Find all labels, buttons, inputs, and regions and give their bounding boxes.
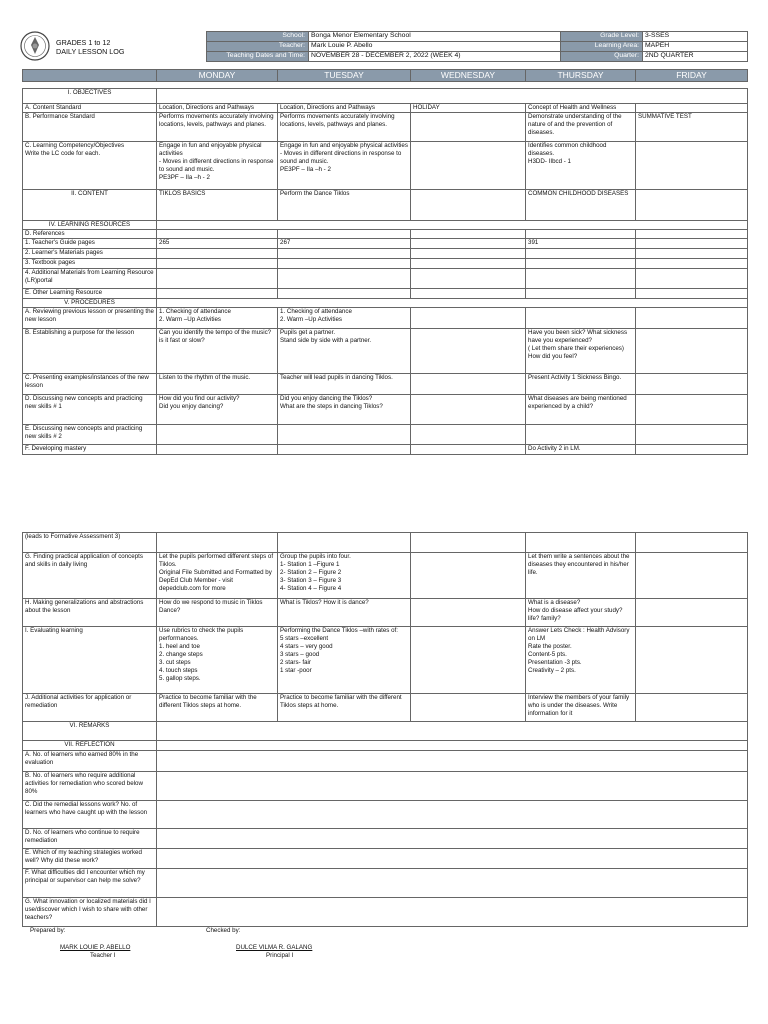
day-cell [411,445,526,455]
day-cell [411,694,526,722]
day-cell [526,533,636,553]
day-thursday: THURSDAY [526,70,636,82]
day-cell: TIKLOS BASICS [157,190,278,221]
prepared-by-name: MARK LOUIE P. ABELLO [60,944,131,951]
table-row [23,89,748,104]
day-cell [636,599,748,627]
day-cell [411,425,526,445]
row-label: A. No. of learners who earned 80% in the evaluation [23,751,157,772]
day-cell: Pupils get a partner. Stand side by side with a partner. [278,329,411,374]
day-cell [157,259,278,269]
row-label: IV. LEARNING RESOURCES [23,221,157,230]
table-row [23,269,748,289]
table-row [23,374,748,395]
day-wednesday: WEDNESDAY [411,70,526,82]
table-row [23,445,748,455]
table-row [23,142,748,190]
table-row [23,627,748,694]
table-row [23,741,748,751]
row-label: I. OBJECTIVES [23,89,157,104]
section-span-cell [157,722,748,741]
day-cell [636,445,748,455]
day-cell [278,425,411,445]
day-cell: Use rubrics to check the pupils performances. 1. heel and toe 2. change steps 3. cut steps 4. touch steps 5. gallop steps. [157,627,278,694]
day-cell: Practice to become familiar with the different Tiklos steps at home. [157,694,278,722]
day-cell [278,230,411,239]
header-row [207,52,748,62]
day-cell [526,425,636,445]
day-cell [157,269,278,289]
days-header-blank [23,70,157,82]
prepared-by-title: Teacher I [90,952,116,959]
day-cell [411,374,526,395]
table-row [23,829,748,849]
day-cell [636,395,748,425]
day-cell: Listen to the rhythm of the music. [157,374,278,395]
day-cell: Identifies common childhood diseases. H3DD- IIbcd - 1 [526,142,636,190]
day-cell: Perform the Dance Tiklos [278,190,411,221]
row-label: 1. Teacher's Guide pages [23,239,157,249]
day-cell [411,533,526,553]
header-label: Teacher: [207,42,309,52]
day-cell: Let them write a sentences about the diseases they encountered in his/her life. [526,553,636,599]
day-cell: SUMMATIVE TEST [636,113,748,142]
day-cell [411,289,526,299]
row-label: D. Discussing new concepts and practicing new skills # 1 [23,395,157,425]
reflection-cell [157,898,748,927]
deped-seal-logo [20,31,50,61]
day-cell [157,425,278,445]
day-cell [411,142,526,190]
prepared-by-label: Prepared by: [30,927,66,934]
row-label: E. Which of my teaching strategies worked well? Why did these work? [23,849,157,869]
header-label: Teaching Dates and Time: [207,52,309,62]
table-row [23,308,748,329]
day-cell [278,289,411,299]
day-cell: HOLIDAY [411,104,526,113]
day-cell: Answer Lets Check : Health Advisory on LM Rate the poster. Content-5 pts. Presentation -3 pts. Creativity – 2 pts. [526,627,636,694]
row-label: 4. Additional Materials from Learning Resource (LR)portal [23,269,157,289]
day-cell: 391 [526,239,636,249]
day-cell: Engage in fun and enjoyable physical activities - Moves in different directions in response to sound and music. PE3PF – IIa –h - 2 [278,142,411,190]
day-cell [526,259,636,269]
row-label: B. Performance Standard [23,113,157,142]
day-cell [526,269,636,289]
day-cell [411,259,526,269]
row-label: E. Other Learning Resource [23,289,157,299]
row-label: D. No. of learners who continue to require remediation [23,829,157,849]
table-row [23,289,748,299]
day-cell [636,269,748,289]
table-row [23,898,748,927]
table-row [23,869,748,898]
day-cell: Have you been sick? What sickness have you experienced? ( Let them share their experiences) How did you feel? [526,329,636,374]
day-cell: Concept of Health and Wellness [526,104,636,113]
day-friday: FRIDAY [636,70,748,82]
table-row [23,259,748,269]
table-row [23,751,748,772]
header-value: MAPEH [643,42,748,52]
day-cell: What diseases are being mentioned experienced by a child? [526,395,636,425]
row-label: A. Reviewing previous lesson or presenting the new lesson [23,308,157,329]
day-cell: 1. Checking of attendance 2. Warm –Up Activities [157,308,278,329]
header-value: Bonga Menor Elementary School [309,32,561,42]
day-cell [411,329,526,374]
day-cell [411,308,526,329]
table-row [23,239,748,249]
day-cell [636,289,748,299]
day-cell [526,289,636,299]
day-cell [157,289,278,299]
day-cell [411,249,526,259]
header-value: 2ND QUARTER [643,52,748,62]
day-cell [411,190,526,221]
row-label: C. Learning Competency/Objectives Write the LC code for each. [23,142,157,190]
row-label: 2. Learner's Materials pages [23,249,157,259]
table-row [23,849,748,869]
table-row [23,801,748,829]
days-header-row [23,70,748,82]
day-cell: Practice to become familiar with the different Tiklos steps at home. [278,694,411,722]
row-label: D. References [23,230,157,239]
day-cell [278,259,411,269]
day-cell: Engage in fun and enjoyable physical activities - Moves in different directions in response to sound and music. PE3PF – IIa –h - 2 [157,142,278,190]
row-label: J. Additional activities for application or remediation [23,694,157,722]
day-cell [278,269,411,289]
header-value: Mark Louie P. Abello [309,42,561,52]
day-cell [157,230,278,239]
table-row [23,722,748,741]
checked-by-name: DULCE VILMA R. GALANG [236,944,313,951]
header-label: School: [207,32,309,42]
row-label: F. Developing mastery [23,445,157,455]
day-cell: What is Tiklos? How it is dance? [278,599,411,627]
day-cell [526,230,636,239]
table-row [23,299,748,308]
row-label: VI. REMARKS [23,722,157,741]
day-monday: MONDAY [157,70,278,82]
day-cell: Location, Directions and Pathways [278,104,411,113]
row-label: G. Finding practical application of concepts and skills in daily living [23,553,157,599]
day-cell: 265 [157,239,278,249]
document-title [56,38,124,56]
day-cell [411,599,526,627]
row-label: V. PROCEDURES [23,299,157,308]
day-cell: Performing the Dance Tiklos –with rates of: 5 stars –excellent 4 stars – very good 3 stars – good 2 stars- fair 1 star -poor [278,627,411,694]
day-cell [278,445,411,455]
checked-by-label: Checked by: [206,927,241,934]
day-cell [157,445,278,455]
day-cell [636,553,748,599]
day-cell: Let the pupils performed different steps of Tiklos. Original File Submitted and Formatted by DepEd Club Member - visit depedclub.com for more [157,553,278,599]
day-cell [636,230,748,239]
row-label: VII. REFLECTION [23,741,157,751]
row-label: C. Did the remedial lessons work? No. of learners who have caught up with the lesson [23,801,157,829]
day-cell [411,230,526,239]
header-row [207,42,748,52]
lesson-log-table-page-1 [22,69,748,455]
table-row [23,113,748,142]
day-tuesday: TUESDAY [278,70,411,82]
table-row [23,104,748,113]
day-cell [636,259,748,269]
day-cell: Interview the members of your family who is under the diseases. Write information for it [526,694,636,722]
table-row [23,425,748,445]
day-cell [411,113,526,142]
table-row [23,772,748,801]
day-cell [636,694,748,722]
header-value: 3-SSES [643,32,748,42]
day-cell: COMMON CHILDHOOD DISEASES [526,190,636,221]
header-label: Grade Level: [561,32,643,42]
day-cell [636,627,748,694]
day-cell [636,329,748,374]
section-span-cell [157,221,748,230]
table-row [23,329,748,374]
table-row [23,190,748,221]
row-label: B. Establishing a purpose for the lesson [23,329,157,374]
day-cell: Performs movements accurately involving locations, levels, pathways and planes. [278,113,411,142]
day-cell [526,249,636,259]
day-cell: Group the pupils into four. 1- Station 1 –Figure 1 2- Station 2 – Figure 2 3- Station 3 – Figure 3 4- Station 4 – Figure 4 [278,553,411,599]
day-cell [411,239,526,249]
day-cell: Location, Directions and Pathways [157,104,278,113]
day-cell [411,553,526,599]
section-span-cell [157,299,748,308]
row-label: 3. Textbook pages [23,259,157,269]
lesson-log-table-page-2 [22,532,748,927]
table-row [23,533,748,553]
day-cell: 1. Checking of attendance 2. Warm –Up Activities [278,308,411,329]
header-label: Quarter: [561,52,643,62]
day-cell [636,249,748,259]
checked-by-title: Principal I [266,952,294,959]
row-label: I. Evaluating learning [23,627,157,694]
day-cell [636,374,748,395]
day-cell [157,249,278,259]
day-cell [411,269,526,289]
row-label: F. What difficulties did I encounter which my principal or supervisor can help me solve? [23,869,157,898]
day-cell: Can you identify the tempo of the music? is it fast or slow? [157,329,278,374]
reflection-cell [157,829,748,849]
day-cell [636,190,748,221]
day-cell [157,533,278,553]
row-label: H. Making generalizations and abstractions about the lesson [23,599,157,627]
day-cell [278,249,411,259]
row-label: A. Content Standard [23,104,157,113]
day-cell [636,142,748,190]
day-cell [636,239,748,249]
row-label: E. Discussing new concepts and practicing new skills # 2 [23,425,157,445]
row-label: G. What innovation or localized materials did I use/discover which I wish to share with other teachers? [23,898,157,927]
day-cell: Do Activity 2 in LM. [526,445,636,455]
day-cell: How do we respond to music in Tiklos Dance? [157,599,278,627]
day-cell [526,308,636,329]
day-cell: What is a disease? How do disease affect your study? life? family? [526,599,636,627]
reflection-cell [157,751,748,772]
header-label: Learning Area: [561,42,643,52]
row-label: B. No. of learners who require additional activities for remediation who scored below 80% [23,772,157,801]
section-span-cell [157,741,748,751]
row-label: C. Presenting examples/instances of the new lesson [23,374,157,395]
table-row [23,599,748,627]
reflection-cell [157,772,748,801]
table-row [23,553,748,599]
day-cell: 267 [278,239,411,249]
table-row [23,694,748,722]
header-info-table [206,31,748,62]
day-cell [411,395,526,425]
reflection-cell [157,849,748,869]
row-label: (leads to Formative Assessment 3) [23,533,157,553]
header-row [207,32,748,42]
day-cell: Performs movements accurately involving locations, levels, pathways and planes. [157,113,278,142]
title-line-2: DAILY LESSON LOG [56,47,125,56]
day-cell [278,533,411,553]
day-cell: Demonstrate understanding of the nature of and the prevention of diseases. [526,113,636,142]
reflection-cell [157,801,748,829]
day-cell [636,533,748,553]
day-cell [636,308,748,329]
day-cell: Teacher will lead pupils in dancing Tiklos. [278,374,411,395]
day-cell [636,104,748,113]
day-cell: Did you enjoy dancing the Tiklos? What are the steps in dancing Tiklos? [278,395,411,425]
header-value: NOVEMBER 28 - DECEMBER 2, 2022 (WEEK 4) [309,52,561,62]
table-row [23,249,748,259]
day-cell: How did you find our activity? Did you enjoy dancing? [157,395,278,425]
title-line-1: GRADES 1 to 12 [56,38,111,47]
section-span-cell [157,89,748,104]
day-cell [636,425,748,445]
row-label: II. CONTENT [23,190,157,221]
day-cell [411,627,526,694]
table-row [23,395,748,425]
table-row [23,230,748,239]
reflection-cell [157,869,748,898]
table-row [23,221,748,230]
day-cell: Present Activity 1 Sickness Bingo. [526,374,636,395]
